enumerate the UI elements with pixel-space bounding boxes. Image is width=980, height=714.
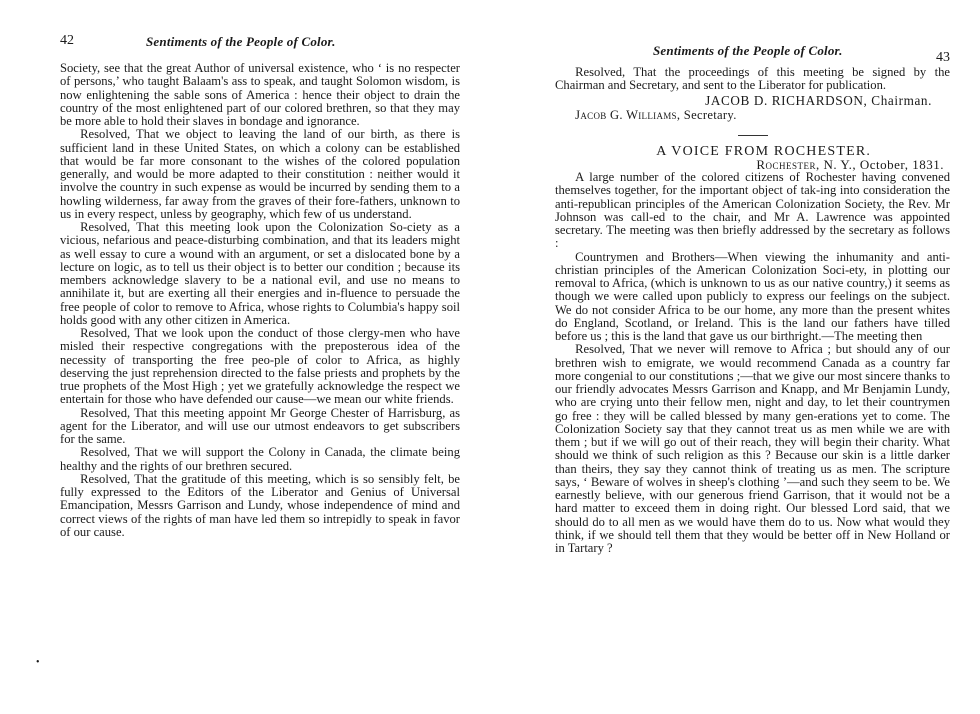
right-page-body xyxy=(555,66,950,555)
paragraph: A large number of the colored citizens of Rochester having convened themselves together, for the important object of tak-ing into consideration the anti-republican principles of the American Colonization Society, the Rev. Mr Johnson was call-ed to the chair, and Mr A. Lawrence was appointed secretary. The meeting was then briefly addressed by the secretary as follows : xyxy=(555,170,950,251)
paragraph: Resolved, That we never will remove to Africa ; but should any of our brethren wish to emigrate, we would recommend Canada as a country far more congenial to our constitutions ;—that we give our most sincere thanks to our friendly advocates Messrs Garrison and Knapp, and Mr Benjamin Lundy, who are crying unto their fellow men, night and day, to let their countrymen go free : they will be called blessed by many gen-erations yet to come. The Colonization Society say that they cannot treat us as men while we are with them ; but if we will go out of their reach, they will begin their charity. What should we think of such religion as this ? Because our skin is a little darker than theirs, they say they cannot think of treating us as men. The scripture says, ‘ Beware of wolves in sheep's clothing ’—and such they seem to be. We earnestly believe, with our generous friend Garrison, that it would not be a hard matter to exceed them in doing right. Our blessed Lord said, that we should do to all men as we would have them do to us. Now what would they think, if we should tell them that they would be better off in New Holland or in Tartary ? xyxy=(555,342,950,555)
left-page-body xyxy=(60,62,460,539)
right-running-title: Sentiments of the People of Color. xyxy=(653,43,843,58)
margin-mark: • xyxy=(36,657,40,668)
paragraph: Resolved, That this meeting look upon the Colonization So-ciety as a vicious, nefarious and peace-disturbing combination, and that its leaders might as well essay to cure a wound with an argument, or set a dislocated bone by a lecture on logic, as to tell us their object is to better our condition ; because its members acknowledge slavery to be a national evil, and use no means to annihilate it, but are exerting all their energies and in-fluence to persuade the free people of color to remove to Africa, whose rights to Columbia's happy soil holds good with any other citizen in America. xyxy=(60,220,460,327)
paragraph: Resolved, That we object to leaving the land of our birth, as there is sufficient land in these United States, on which a colony can be established that would be far more consonant to the wishes of the colored population generally, and would be more adapted to their constitution : neither would it involve the country in such expense as would be incurred by sending them to a howling wilderness, far away from the graves of their fore-fathers, unknown to us in every respect, unless by geography, which few of us understand. xyxy=(60,127,460,221)
left-page xyxy=(60,0,460,714)
secretary-name: Jacob G. Williams, xyxy=(575,107,681,122)
left-page-header xyxy=(60,33,460,53)
left-page-number: 42 xyxy=(60,33,74,48)
paragraph: Resolved, That this meeting appoint Mr George Chester of Harrisburg, as agent for the Liberator, and will use our utmost endeavors to get subscribers for the same. xyxy=(60,405,460,446)
chairman-title: Chairman. xyxy=(871,92,932,108)
paragraph: Resolved, That we look upon the conduct of those clergy-men who have misled their respective congregations with the preposterous idea of the necessity of transporting the free peo-ple of color to Africa, as highly deserving the just reprehension directed to the false priests and prophets by the true prophets of the Most High ; yet we gratefully acknowledge the respect we entertain for those who have defended our cause—we mean our white friends. xyxy=(60,326,460,407)
left-running-title: Sentiments of the People of Color. xyxy=(146,34,336,49)
paragraph: Countrymen and Brothers—When viewing the inhumanity and anti-christian principles of the American Colonization Soci-ety, in plotting our removal to Africa, (which is unknown to us as our native country,) it seems as though we were called upon publicly to express our feelings on the subject. We do not consider Africa to be our home, any more than the present whites do England, Scotland, or Ireland. This is the land our fathers have tilled before us ; this is the land that gave us our birthright.—The meeting then xyxy=(555,249,950,343)
paragraph: Society, see that the great Author of universal existence, who ‘ is no respecter of persons,’ who taught Balaam's ass to speak, and taught Solomon wisdom, is now enlightening the sable sons of America : hence their object to drain the country of the most enlightened part of our colored brethren, so that they may be more able to hold their slaves in bondage and ignorance. xyxy=(60,61,460,128)
chairman-signature xyxy=(555,93,950,108)
paragraph: Resolved, That the proceedings of this meeting be signed by the Chairman and Secretary, and sent to the Liberator for publication. xyxy=(555,65,950,93)
right-page xyxy=(555,0,950,714)
right-page-number: 43 xyxy=(936,50,950,65)
section-divider xyxy=(738,135,768,136)
paragraph: Resolved, That we will support the Colony in Canada, the climate being healthy and the rights of our brethren secured. xyxy=(60,445,460,473)
secretary-title: Secretary. xyxy=(683,107,737,122)
dateline-date: October, 1831. xyxy=(859,156,944,172)
chairman-name: JACOB D. RICHARDSON, xyxy=(705,92,868,108)
dateline-place: Rochester, N. Y., xyxy=(756,156,857,172)
paragraph: Resolved, That the gratitude of this meeting, which is so sensibly felt, be fully expressed to the Editors of the Liberator and Genius of Universal Emancipation, Messrs Garrison and Lundy, whose independence of mind and correct views of the rights of man have led them so intrepidly to speak in favor of our cause. xyxy=(60,471,460,539)
section-heading: A VOICE FROM ROCHESTER. xyxy=(656,143,872,159)
secretary-signature xyxy=(555,108,950,123)
dateline xyxy=(555,158,950,171)
right-page-header xyxy=(555,42,950,65)
